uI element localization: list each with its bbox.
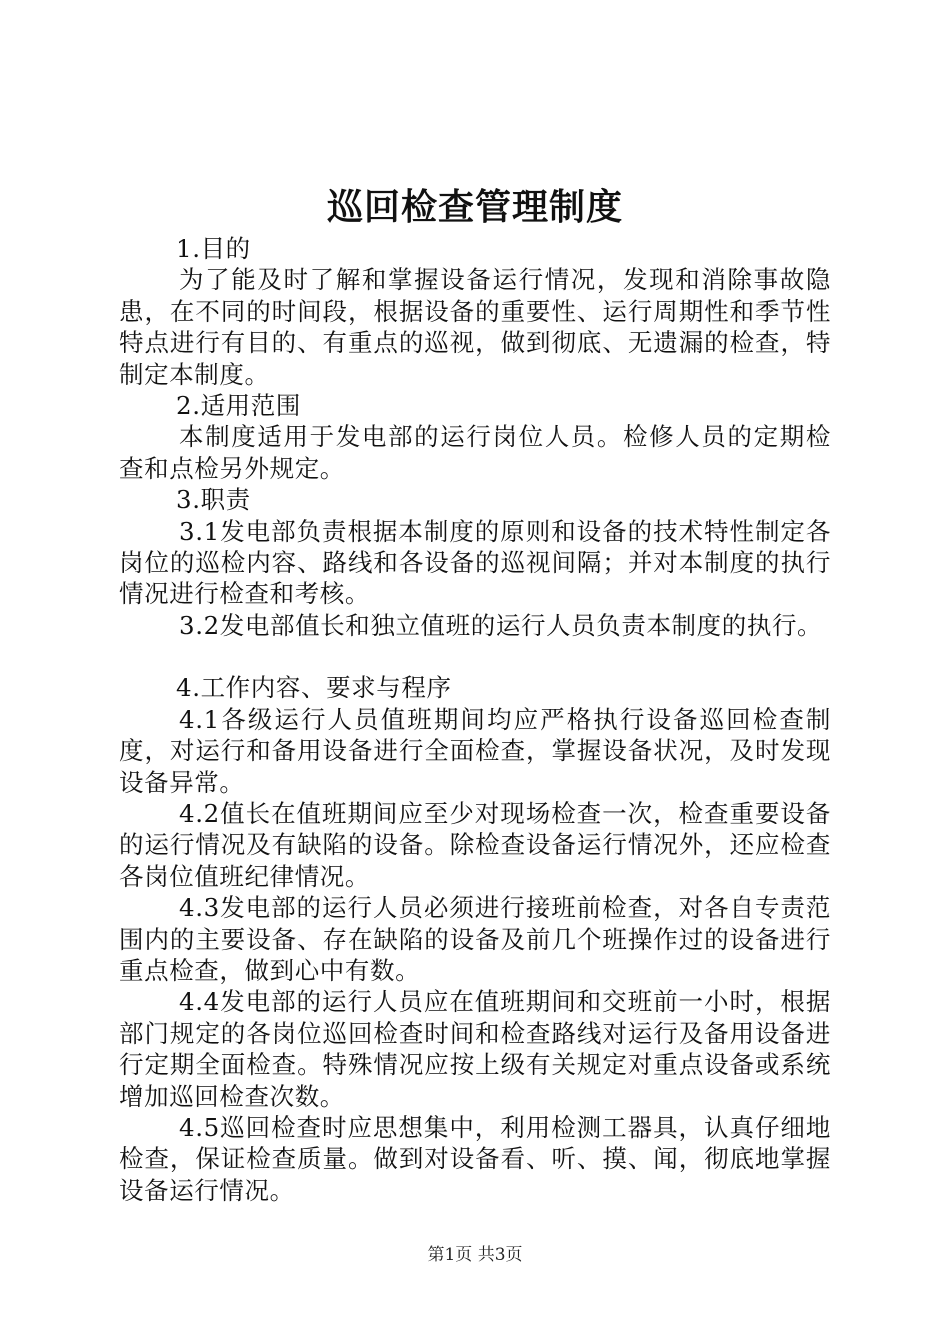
- paragraph-purpose: 为了能及时了解和掌握设备运行情况，发现和消除事故隐患，在不同的时间段，根据设备的重要性、运行周期性和季节性特点进行有目的、有重点的巡视，做到彻底、无遗漏的检查，特制定本制度。: [119, 265, 831, 389]
- paragraph-3-1: 3.1发电部负责根据本制度的原则和设备的技术特性制定各岗位的巡检内容、路线和各设备的巡视间隔；并对本制度的执行情况进行检查和考核。: [119, 516, 831, 609]
- section-heading-responsibilities: 3.职责: [176, 485, 251, 515]
- document-title: 巡回检查管理制度: [326, 186, 623, 228]
- page-footer: 第1页 共3页: [427, 1245, 523, 1265]
- section-heading-scope: 2.适用范围: [176, 391, 301, 421]
- paragraph-4-4: 4.4发电部的运行人员应在值班期间和交班前一小时，根据部门规定的各岗位巡回检查时间和检查路线对运行及备用设备进行定期全面检查。特殊情况应按上级有关规定对重点设备或系统增加巡回检查次数。: [119, 987, 831, 1111]
- paragraph-4-1: 4.1各级运行人员值班期间均应严格执行设备巡回检查制度，对运行和备用设备进行全面检查，掌握设备状况，及时发现设备异常。: [119, 704, 831, 797]
- paragraph-scope: 本制度适用于发电部的运行岗位人员。检修人员的定期检查和点检另外规定。: [119, 422, 831, 483]
- section-heading-work-content: 4.工作内容、要求与程序: [176, 673, 452, 703]
- paragraph-3-2: 3.2发电部值长和独立值班的运行人员负责本制度的执行。: [179, 610, 823, 640]
- paragraph-4-5: 4.5巡回检查时应思想集中，利用检测工器具，认真仔细地检查，保证检查质量。做到对设备看、听、摸、闻，彻底地掌握设备运行情况。: [119, 1112, 831, 1205]
- section-heading-purpose: 1.目的: [176, 234, 251, 263]
- paragraph-4-2: 4.2值长在值班期间应至少对现场检查一次，检查重要设备的运行情况及有缺陷的设备。除检查设备运行情况外，还应检查各岗位值班纪律情况。: [119, 798, 831, 891]
- blank-line: [119, 641, 831, 672]
- document-body: [119, 233, 831, 1206]
- paragraph-4-3: 4.3发电部的运行人员必须进行接班前检查，对各自专责范围内的主要设备、存在缺陷的设备及前几个班操作过的设备进行重点检查，做到心中有数。: [119, 893, 831, 985]
